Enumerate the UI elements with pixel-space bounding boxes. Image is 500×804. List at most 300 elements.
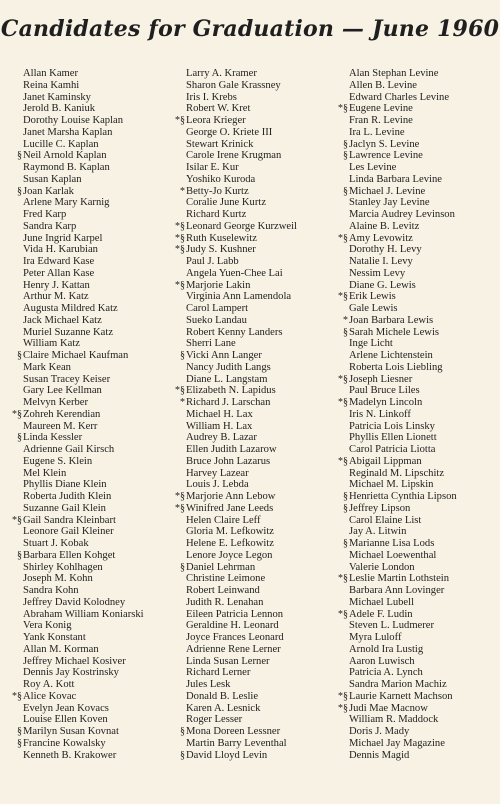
candidate-name bbox=[336, 444, 500, 456]
candidate-name-text: George O. Kriete III bbox=[186, 126, 273, 138]
candidate-name-text: Diane G. Lewis bbox=[349, 279, 416, 291]
honor-mark: § bbox=[180, 749, 185, 761]
candidate-name-text: Dorothy H. Levy bbox=[349, 244, 422, 256]
candidate-name bbox=[173, 268, 336, 280]
candidate-name bbox=[10, 620, 170, 632]
candidate-name-text: Susan Kaplan bbox=[23, 173, 82, 185]
candidate-name-text: David Lloyd Levin bbox=[186, 749, 268, 761]
candidate-column-1 bbox=[10, 68, 170, 761]
candidate-name bbox=[173, 162, 336, 174]
candidate-name bbox=[336, 538, 500, 550]
candidate-name bbox=[173, 256, 336, 268]
candidate-name-text: Peter Allan Kase bbox=[23, 267, 95, 279]
honor-mark: *§ bbox=[175, 279, 185, 291]
candidate-name-text: Raymond B. Kaplan bbox=[23, 162, 110, 173]
candidate-name bbox=[10, 139, 170, 151]
candidate-name bbox=[10, 92, 170, 104]
candidate-name bbox=[10, 397, 170, 409]
candidate-name-text: Helene E. Lefkowitz bbox=[186, 538, 274, 549]
candidate-name bbox=[10, 186, 170, 198]
candidate-name-text: Eugene Levine bbox=[349, 103, 413, 115]
candidate-name bbox=[173, 80, 336, 92]
candidate-name bbox=[336, 221, 500, 233]
candidate-name-text: Eileen Patricia Lennon bbox=[186, 608, 284, 620]
honor-mark: *§ bbox=[338, 232, 348, 244]
candidate-name-text: Linda Kessler bbox=[23, 432, 83, 444]
candidate-name bbox=[336, 327, 500, 339]
candidate-name-text: Barbara Ann Lovinger bbox=[349, 585, 445, 596]
candidate-name-text: Adele F. Ludin bbox=[349, 608, 413, 620]
candidate-name-text: Augusta Mildred Katz bbox=[23, 303, 118, 314]
candidate-name-text: Alan Stephan Levine bbox=[349, 68, 439, 79]
candidate-name bbox=[173, 750, 336, 762]
candidate-name-text: Marianne Lisa Lods bbox=[349, 538, 435, 549]
candidate-columns bbox=[0, 68, 500, 798]
candidate-name bbox=[10, 350, 170, 362]
candidate-name-text: Michael Lubell bbox=[349, 596, 415, 608]
candidate-name-text: Robert Leinwand bbox=[186, 585, 260, 596]
candidate-name-text: Les Levine bbox=[349, 162, 397, 173]
candidate-name-text: Gale Lewis bbox=[349, 303, 398, 314]
candidate-name-text: Michael Jay Magazine bbox=[349, 737, 445, 749]
candidate-name-text: Susan Tracey Keiser bbox=[23, 373, 111, 385]
candidate-name-text: Isilar E. Kur bbox=[186, 162, 239, 173]
candidate-name bbox=[10, 174, 170, 186]
candidate-name-text: Aaron Luwisch bbox=[349, 655, 415, 667]
candidate-name bbox=[10, 738, 170, 750]
candidate-name bbox=[10, 585, 170, 597]
honor-mark: *§ bbox=[175, 244, 185, 256]
candidate-name-text: Eugene S. Klein bbox=[23, 455, 93, 467]
page-title: Candidates for Graduation — June 1960 bbox=[0, 16, 500, 42]
candidate-name bbox=[10, 374, 170, 386]
candidate-name bbox=[336, 397, 500, 409]
candidate-name bbox=[173, 280, 336, 292]
candidate-name-text: Allen B. Levine bbox=[349, 79, 417, 91]
candidate-name-text: Marjorie Lakin bbox=[186, 279, 251, 291]
honor-mark: § bbox=[17, 549, 22, 561]
candidate-name bbox=[173, 703, 336, 715]
candidate-name bbox=[173, 444, 336, 456]
honor-mark: *§ bbox=[338, 103, 348, 115]
candidate-name bbox=[336, 162, 500, 174]
honor-mark: *§ bbox=[338, 573, 348, 585]
candidate-name-text: Joseph Liesner bbox=[349, 373, 413, 385]
candidate-name-text: Phyllis Diane Klein bbox=[23, 479, 107, 491]
candidate-name bbox=[10, 103, 170, 115]
candidate-name bbox=[173, 656, 336, 668]
candidate-name-text: Paul Bruce Liles bbox=[349, 385, 420, 397]
candidate-name bbox=[336, 421, 500, 433]
candidate-name bbox=[10, 303, 170, 315]
candidate-name-text: Roy A. Kott bbox=[23, 679, 75, 690]
candidate-name bbox=[336, 515, 500, 527]
candidate-name bbox=[10, 456, 170, 468]
candidate-name-text: Leonore Gail Kleiner bbox=[23, 526, 114, 538]
candidate-name bbox=[173, 597, 336, 609]
candidate-name-text: Judi Mae Macnow bbox=[349, 702, 428, 714]
candidate-name-text: Michael H. Lax bbox=[186, 408, 253, 420]
candidate-name-text: Carole Irene Krugman bbox=[186, 150, 282, 162]
candidate-name-text: Steven L. Ludmerer bbox=[349, 620, 435, 632]
honor-mark: *§ bbox=[338, 608, 348, 620]
candidate-name bbox=[173, 503, 336, 515]
candidate-name bbox=[173, 233, 336, 245]
candidate-name-text: Dennis Jay Kostrinsky bbox=[23, 667, 119, 679]
candidate-name-text: Bruce John Lazarus bbox=[186, 455, 271, 467]
candidate-name-text: Janet Marsha Kaplan bbox=[23, 126, 113, 138]
candidate-name-text: Erik Lewis bbox=[349, 291, 396, 303]
candidate-name-text: Richard J. Larschan bbox=[186, 397, 271, 408]
candidate-name-text: Winifred Jane Leeds bbox=[186, 502, 274, 514]
candidate-name bbox=[173, 632, 336, 644]
candidate-name-text: Yank Konstant bbox=[23, 632, 86, 643]
candidate-name bbox=[336, 244, 500, 256]
candidate-name-text: Marilyn Susan Kovnat bbox=[23, 726, 119, 737]
candidate-name-text: Roger Lesser bbox=[186, 714, 243, 726]
candidate-name bbox=[336, 726, 500, 738]
candidate-name-text: Roberta Judith Klein bbox=[23, 491, 112, 502]
candidate-name-text: Allan Kamer bbox=[23, 68, 79, 79]
honor-mark: § bbox=[17, 185, 22, 197]
candidate-name bbox=[10, 432, 170, 444]
candidate-name-text: Dennis Magid bbox=[349, 749, 410, 761]
candidate-name-text: Stanley Jay Levine bbox=[349, 197, 430, 209]
candidate-name-text: Sharon Gale Krassney bbox=[186, 79, 281, 91]
candidate-name bbox=[10, 526, 170, 538]
candidate-name bbox=[10, 726, 170, 738]
candidate-name-text: Sandra Karp bbox=[23, 220, 77, 232]
candidate-name-text: Richard Lerner bbox=[186, 667, 251, 679]
candidate-name bbox=[10, 609, 170, 621]
honor-mark: *§ bbox=[175, 502, 185, 514]
honor-mark: § bbox=[343, 502, 348, 514]
candidate-name bbox=[173, 456, 336, 468]
candidate-name bbox=[336, 338, 500, 350]
candidate-name bbox=[336, 268, 500, 280]
honor-mark: § bbox=[17, 432, 22, 444]
candidate-name-text: Nancy Judith Langs bbox=[186, 361, 271, 373]
candidate-name-text: Evelyn Jean Kovacs bbox=[23, 702, 109, 714]
candidate-name-text: Sherri Lane bbox=[186, 338, 236, 350]
candidate-name-text: Melvyn Kerber bbox=[23, 397, 89, 408]
candidate-name bbox=[336, 632, 500, 644]
candidate-name bbox=[10, 679, 170, 691]
candidate-name-text: William R. Maddock bbox=[349, 714, 439, 726]
candidate-name bbox=[10, 115, 170, 127]
candidate-name bbox=[173, 68, 336, 80]
candidate-name-text: Leora Krieger bbox=[186, 115, 246, 126]
honor-mark: § bbox=[180, 726, 185, 737]
candidate-name bbox=[173, 409, 336, 421]
candidate-name bbox=[10, 385, 170, 397]
candidate-name-text: Vida H. Karubian bbox=[23, 244, 98, 256]
candidate-name bbox=[336, 385, 500, 397]
candidate-name bbox=[10, 503, 170, 515]
candidate-name bbox=[336, 80, 500, 92]
honor-mark: * bbox=[180, 397, 185, 408]
candidate-name bbox=[173, 714, 336, 726]
candidate-name-text: Jay A. Litwin bbox=[349, 526, 407, 538]
candidate-name bbox=[173, 327, 336, 339]
candidate-name-text: Roberta Lois Liebling bbox=[349, 361, 443, 373]
candidate-name-text: Carol Lampert bbox=[186, 303, 249, 314]
candidate-name bbox=[173, 291, 336, 303]
candidate-name-text: Maureen M. Kerr bbox=[23, 420, 98, 432]
candidate-name bbox=[173, 538, 336, 550]
candidate-name-text: William Katz bbox=[23, 338, 80, 350]
candidate-name-text: William H. Lax bbox=[186, 420, 253, 432]
candidate-name bbox=[10, 632, 170, 644]
candidate-name-text: Madelyn Lincoln bbox=[349, 397, 423, 408]
candidate-name bbox=[336, 315, 500, 327]
honor-mark: *§ bbox=[12, 408, 22, 420]
candidate-name-text: Robert W. Kret bbox=[186, 103, 251, 115]
candidate-name-text: Vicki Ann Langer bbox=[186, 350, 262, 361]
honor-mark: *§ bbox=[338, 397, 348, 408]
candidate-name bbox=[173, 432, 336, 444]
candidate-name bbox=[336, 562, 500, 574]
candidate-name bbox=[336, 432, 500, 444]
candidate-name-text: Alice Kovac bbox=[23, 690, 77, 702]
honor-mark: *§ bbox=[338, 291, 348, 303]
candidate-name-text: Gloria M. Lefkowitz bbox=[186, 526, 274, 538]
candidate-name-text: Louise Ellen Koven bbox=[23, 714, 108, 726]
candidate-name bbox=[336, 479, 500, 491]
honor-mark: § bbox=[17, 150, 22, 162]
candidate-name-text: Reina Kamhi bbox=[23, 79, 80, 91]
candidate-name bbox=[336, 456, 500, 468]
candidate-name-text: Muriel Suzanne Katz bbox=[23, 326, 114, 338]
candidate-name bbox=[10, 644, 170, 656]
candidate-name bbox=[173, 679, 336, 691]
candidate-name bbox=[336, 350, 500, 362]
candidate-name bbox=[10, 127, 170, 139]
candidate-name-text: Donald B. Leslie bbox=[186, 690, 259, 702]
honor-mark: *§ bbox=[338, 455, 348, 467]
honor-mark: § bbox=[343, 138, 348, 150]
honor-mark: * bbox=[180, 185, 185, 197]
candidate-name bbox=[10, 162, 170, 174]
candidate-name bbox=[173, 526, 336, 538]
candidate-name bbox=[10, 550, 170, 562]
candidate-name bbox=[10, 562, 170, 574]
candidate-name bbox=[173, 385, 336, 397]
candidate-name bbox=[336, 667, 500, 679]
candidate-name bbox=[173, 667, 336, 679]
candidate-name bbox=[173, 127, 336, 139]
candidate-name-text: Barbara Ellen Kohget bbox=[23, 549, 116, 561]
candidate-name-text: Carol Patricia Liotta bbox=[349, 444, 436, 455]
candidate-name bbox=[10, 362, 170, 374]
candidate-name-text: Diane L. Langstam bbox=[186, 373, 268, 385]
candidate-name-text: Laurie Karnett Machson bbox=[349, 690, 453, 702]
candidate-name bbox=[336, 550, 500, 562]
candidate-name-text: Alaine B. Levitz bbox=[349, 220, 420, 232]
candidate-name-text: Natalie I. Levy bbox=[349, 256, 413, 267]
candidate-name-text: Ruth Kuselewitz bbox=[186, 232, 257, 244]
candidate-name bbox=[10, 338, 170, 350]
candidate-name bbox=[10, 573, 170, 585]
honor-mark: § bbox=[17, 726, 22, 737]
candidate-name-text: Michael J. Levine bbox=[349, 185, 426, 197]
candidate-name bbox=[10, 197, 170, 209]
candidate-name-text: Leonard George Kurzweil bbox=[186, 220, 297, 232]
candidate-name-text: Larry A. Kramer bbox=[186, 68, 257, 79]
candidate-name bbox=[336, 691, 500, 703]
candidate-name-text: Valerie London bbox=[349, 561, 415, 573]
candidate-name-text: Sueko Landau bbox=[186, 314, 247, 326]
candidate-name-text: Neil Arnold Kaplan bbox=[23, 150, 107, 162]
candidate-name-text: Henrietta Cynthia Lipson bbox=[349, 491, 457, 502]
candidate-name bbox=[10, 714, 170, 726]
candidate-name-text: Mel Klein bbox=[23, 467, 67, 479]
honor-mark: § bbox=[180, 350, 185, 361]
candidate-name bbox=[173, 103, 336, 115]
honor-mark: § bbox=[343, 185, 348, 197]
honor-mark: § bbox=[343, 150, 348, 162]
candidate-name bbox=[336, 468, 500, 480]
candidate-name bbox=[10, 421, 170, 433]
honor-mark: *§ bbox=[175, 491, 185, 502]
candidate-name bbox=[336, 115, 500, 127]
candidate-name-text: Jaclyn S. Levine bbox=[349, 138, 420, 150]
candidate-name bbox=[336, 526, 500, 538]
candidate-name bbox=[10, 291, 170, 303]
candidate-name-text: Helen Claire Leff bbox=[186, 514, 261, 526]
candidate-name bbox=[336, 750, 500, 762]
candidate-name bbox=[173, 397, 336, 409]
candidate-name bbox=[336, 362, 500, 374]
candidate-name bbox=[336, 68, 500, 80]
candidate-name bbox=[336, 620, 500, 632]
candidate-name-text: Janet Kaminsky bbox=[23, 91, 91, 103]
candidate-name bbox=[173, 515, 336, 527]
honor-mark: § bbox=[180, 561, 185, 573]
candidate-name-text: Marcia Audrey Levinson bbox=[349, 209, 455, 220]
candidate-name-text: Betty-Jo Kurtz bbox=[186, 185, 249, 197]
candidate-name bbox=[10, 703, 170, 715]
candidate-name-text: Leslie Martin Lothstein bbox=[349, 573, 450, 585]
honor-mark: § bbox=[17, 350, 22, 361]
candidate-name-text: Mark Kean bbox=[23, 361, 71, 373]
candidate-name bbox=[10, 750, 170, 762]
candidate-name bbox=[336, 256, 500, 268]
candidate-name bbox=[10, 515, 170, 527]
candidate-name-text: Zohreh Kerendian bbox=[23, 408, 101, 420]
candidate-name bbox=[10, 68, 170, 80]
candidate-name bbox=[336, 714, 500, 726]
candidate-name bbox=[173, 92, 336, 104]
candidate-name-text: Allan M. Korman bbox=[23, 643, 99, 655]
honor-mark: *§ bbox=[338, 702, 348, 714]
candidate-name bbox=[173, 562, 336, 574]
candidate-name bbox=[10, 597, 170, 609]
candidate-name-text: Harvey Lazear bbox=[186, 467, 249, 479]
honor-mark: * bbox=[343, 314, 348, 326]
candidate-name bbox=[336, 374, 500, 386]
candidate-name bbox=[10, 233, 170, 245]
honor-mark: *§ bbox=[175, 385, 185, 397]
candidate-name-text: Inge Licht bbox=[349, 338, 393, 350]
honor-mark: *§ bbox=[175, 115, 185, 126]
candidate-name-text: Henry J. Kattan bbox=[23, 279, 90, 291]
candidate-name bbox=[173, 197, 336, 209]
candidate-name-text: Iris I. Krebs bbox=[186, 91, 237, 103]
candidate-name bbox=[173, 244, 336, 256]
candidate-name bbox=[173, 174, 336, 186]
candidate-name-text: Ira Edward Kase bbox=[23, 256, 95, 267]
candidate-name-text: Lenore Joyce Legon bbox=[186, 549, 273, 561]
candidate-name bbox=[10, 280, 170, 292]
candidate-name-text: Judith R. Lenahan bbox=[186, 596, 264, 608]
candidate-name bbox=[336, 656, 500, 668]
candidate-name bbox=[10, 80, 170, 92]
candidate-name-text: Reginald M. Lipschitz bbox=[349, 467, 445, 479]
candidate-name-text: Sandra Kohn bbox=[23, 585, 79, 596]
candidate-name bbox=[336, 280, 500, 292]
candidate-name-text: Audrey B. Lazar bbox=[186, 432, 257, 444]
candidate-name bbox=[336, 503, 500, 515]
candidate-name bbox=[336, 573, 500, 585]
honor-mark: *§ bbox=[175, 232, 185, 244]
candidate-name-text: Marjorie Ann Lebow bbox=[186, 491, 276, 502]
candidate-name-text: Jack Michael Katz bbox=[23, 314, 102, 326]
candidate-name-text: Ellen Judith Lazarow bbox=[186, 444, 277, 455]
candidate-name-text: Doris J. Mady bbox=[349, 726, 410, 737]
candidate-name-text: Ira L. Levine bbox=[349, 126, 405, 138]
candidate-name bbox=[173, 139, 336, 151]
candidate-name bbox=[173, 221, 336, 233]
candidate-name-text: Nessim Levy bbox=[349, 267, 406, 279]
candidate-name-text: Mona Doreen Lessner bbox=[186, 726, 281, 737]
candidate-name-text: Jules Lesk bbox=[186, 679, 231, 690]
candidate-name bbox=[173, 468, 336, 480]
candidate-name bbox=[10, 491, 170, 503]
candidate-name-text: Virginia Ann Lamendola bbox=[186, 291, 292, 303]
candidate-name-text: Fran R. Levine bbox=[349, 115, 413, 126]
candidate-name bbox=[336, 644, 500, 656]
candidate-name-text: Abigail Lippman bbox=[349, 455, 422, 467]
candidate-name bbox=[173, 150, 336, 162]
candidate-name-text: Sandra Marion Machiz bbox=[349, 679, 447, 690]
candidate-name-text: Suzanne Gail Klein bbox=[23, 502, 106, 514]
candidate-name-text: Christine Leimone bbox=[186, 573, 266, 585]
candidate-column-3 bbox=[336, 68, 500, 761]
candidate-name bbox=[173, 209, 336, 221]
candidate-name-text: Amy Levowitz bbox=[349, 232, 413, 244]
candidate-name bbox=[10, 691, 170, 703]
candidate-name-text: Patricia Lois Linsky bbox=[349, 420, 435, 432]
candidate-name bbox=[336, 738, 500, 750]
candidate-name-text: Joseph M. Kohn bbox=[23, 573, 93, 585]
candidate-name bbox=[173, 691, 336, 703]
honor-mark: *§ bbox=[175, 220, 185, 232]
candidate-name bbox=[173, 362, 336, 374]
candidate-name bbox=[10, 667, 170, 679]
candidate-name bbox=[10, 209, 170, 221]
candidate-name-text: Louis J. Lebda bbox=[186, 479, 249, 491]
candidate-name-text: Stewart Krinick bbox=[186, 138, 254, 150]
candidate-name-text: Angela Yuen-Chee Lai bbox=[186, 267, 283, 279]
candidate-name bbox=[10, 409, 170, 421]
candidate-name-text: Jeffrey David Kolodney bbox=[23, 596, 126, 608]
candidate-name bbox=[173, 644, 336, 656]
honor-mark: § bbox=[17, 737, 22, 749]
candidate-name bbox=[173, 491, 336, 503]
candidate-name bbox=[10, 150, 170, 162]
candidate-name-text: Gail Sandra Kleinbart bbox=[23, 514, 116, 526]
